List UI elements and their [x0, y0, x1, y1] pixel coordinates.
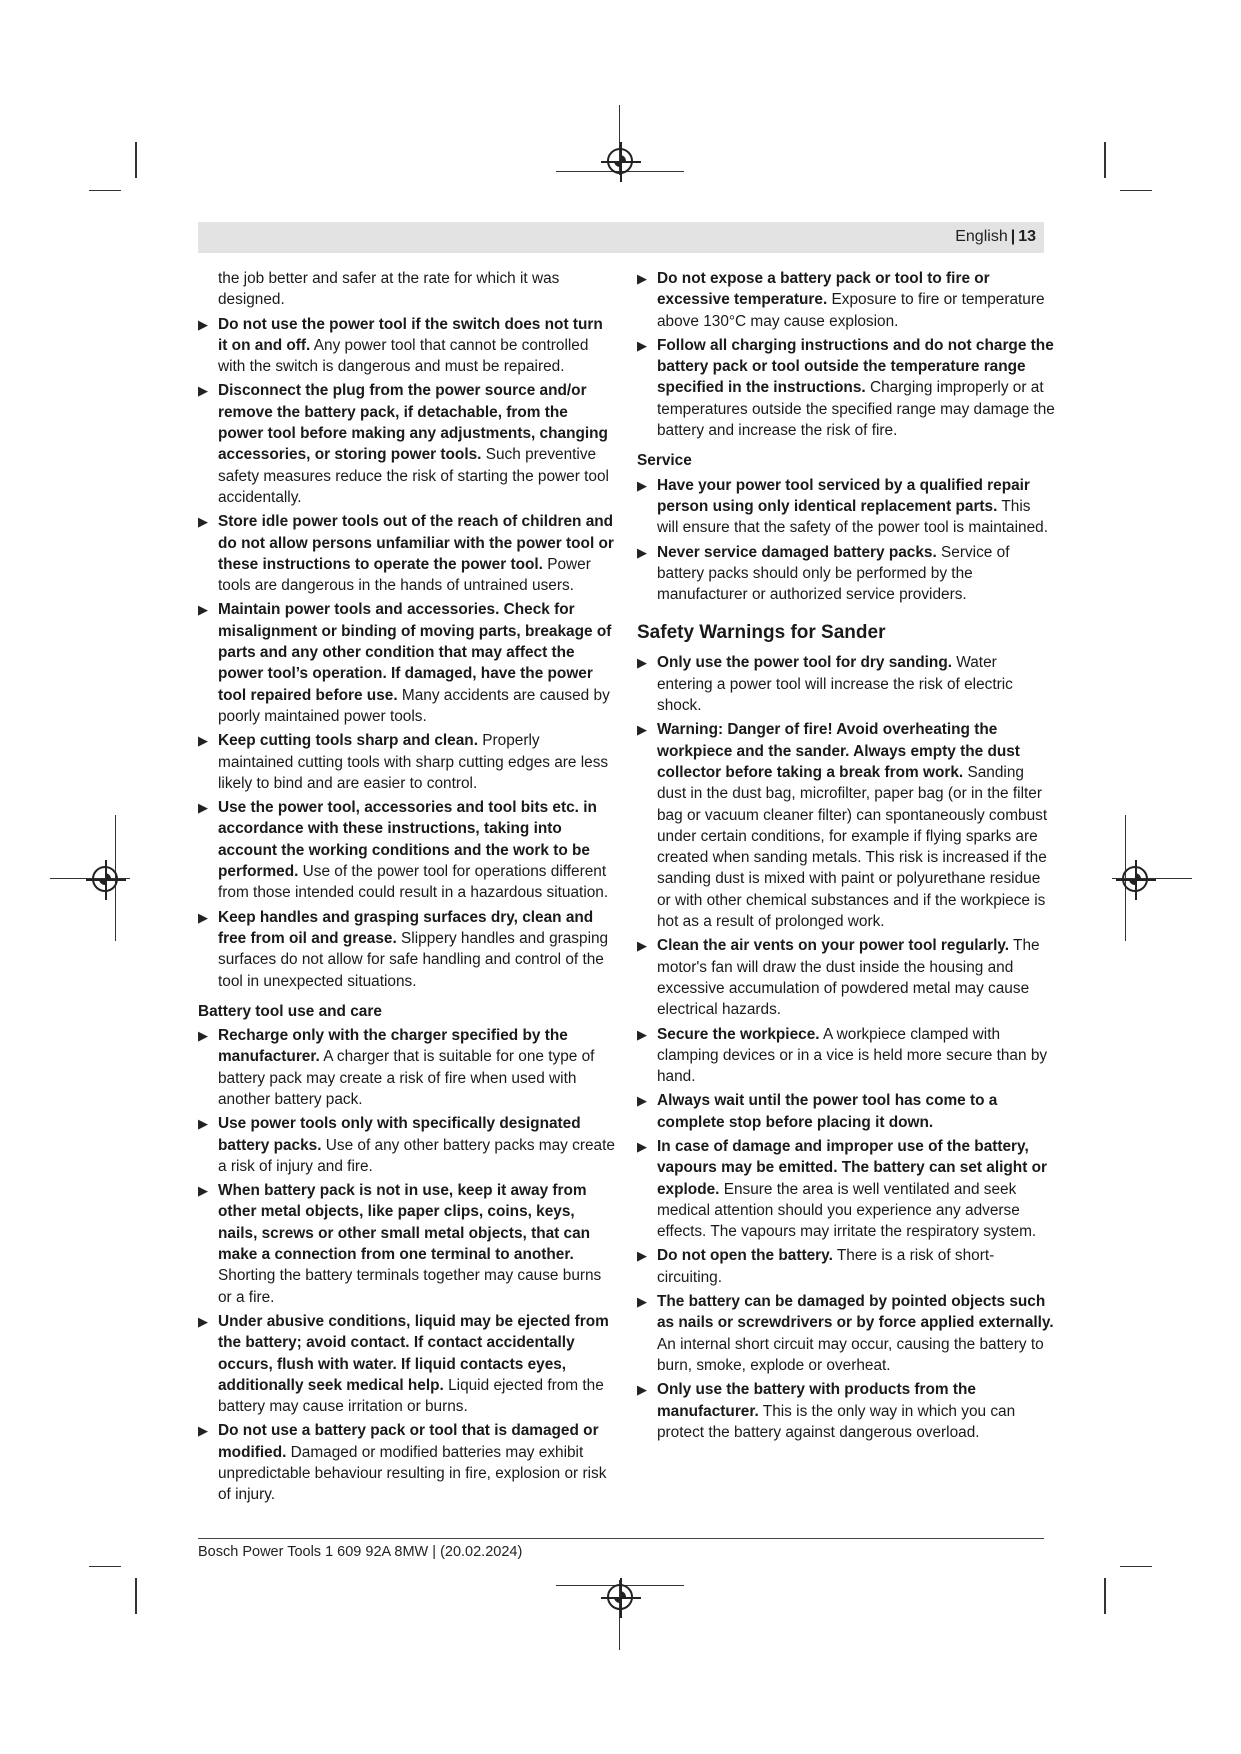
- warning-bold: Use the power tool, accessories and tool bits etc. in accordance with these instructions, taking into account the working conditions and the work to be performed.: [218, 799, 597, 881]
- warning-bold: Recharge only with the charger specified by the manufacturer.: [218, 1027, 568, 1066]
- section-title-sander: Safety Warnings for Sander: [637, 622, 886, 644]
- warning-bold: In case of damage and improper use of the battery, vapours may be emitted. The battery can set alight or explode.: [657, 1137, 1048, 1198]
- subheading-battery-tool: Battery tool use and care: [198, 1002, 382, 1020]
- crop-mark: [1104, 142, 1106, 178]
- warning-bold: Warning: Danger of fire! Avoid overheating the workpiece and the sander. Always empty the dust collector before taking a break from work.: [657, 721, 1020, 781]
- warning-text: Service of battery packs should only be performed by the manufacturer or authorized service providers.: [657, 543, 1010, 604]
- triangle-bullet-icon: ▶: [198, 602, 208, 618]
- warning-item: [198, 1420, 616, 1505]
- crop-mark: [89, 190, 121, 191]
- registration-mark-bottom: [607, 1584, 633, 1610]
- warning-bold: Maintain power tools and accessories. Check for misalignment or binding of moving parts, breakage of parts and any other condition that may affect the power tool’s operation. If damaged, have the power tool repaired before use.: [218, 601, 612, 704]
- warning-item: [198, 1180, 616, 1308]
- warning-bold: Do not use the power tool if the switch does not turn it on and off.: [218, 315, 603, 354]
- page-number: 13: [1018, 228, 1036, 245]
- warning-bold: Disconnect the plug from the power source and/or remove the battery pack, if detachable, from the power tool before making any adjustments, changing accessories, or storing power tools.: [218, 382, 608, 464]
- warning-text: Liquid ejected from the battery may cause irritation or burns.: [218, 1376, 604, 1416]
- warning-item: [637, 1379, 1055, 1443]
- warning-text: Charging improperly or at temperatures outside the specified range may damage the battery and increase the risk of fire.: [657, 379, 1055, 440]
- left-column: [198, 268, 616, 1509]
- right-column: [637, 268, 1055, 1446]
- triangle-bullet-icon: ▶: [198, 1116, 208, 1132]
- crop-mark: [1120, 1566, 1152, 1567]
- right-list-service: [637, 475, 1055, 606]
- warning-bold: Do not expose a battery pack or tool to fire or excessive temperature.: [657, 270, 990, 309]
- warning-text: Many accidents are caused by poorly maintained power tools.: [218, 686, 610, 725]
- warning-item: [198, 907, 616, 992]
- triangle-bullet-icon: ▶: [637, 477, 647, 493]
- header-label: [955, 228, 1036, 246]
- triangle-bullet-icon: ▶: [198, 1183, 208, 1199]
- warning-bold: Have your power tool serviced by a qualified repair person using only identical replacement parts.: [657, 476, 1030, 515]
- warning-bold: Only use the battery with products from the manufacturer.: [657, 1381, 976, 1420]
- warning-text: There is a risk of short-circuiting.: [657, 1247, 995, 1286]
- warning-item: [637, 268, 1055, 332]
- warning-text: The motor's fan will draw the dust inside the housing and excessive accumulation of powdered metal may cause electrical hazards.: [657, 937, 1040, 1019]
- warning-bold: Keep cutting tools sharp and clean.: [218, 732, 478, 750]
- warning-bold: Store idle power tools out of the reach of children and do not allow persons unfamiliar with the power tool or these instructions to operate the power tool.: [218, 513, 614, 573]
- triangle-bullet-icon: ▶: [198, 1028, 208, 1044]
- warning-item: [637, 475, 1055, 539]
- crop-mark: [89, 1566, 121, 1567]
- continued-text: the job better and safer at the rate for which it was designed.: [218, 270, 560, 309]
- warning-text: An internal short circuit may occur, causing the battery to burn, smoke, explode or overheat.: [657, 1335, 1044, 1374]
- crop-mark: [1104, 1578, 1106, 1614]
- registration-mark-left: [92, 866, 118, 892]
- crop-mark: [1120, 190, 1152, 191]
- registration-mark-top: [607, 148, 633, 174]
- crop-mark: [135, 142, 137, 178]
- warning-bold: Under abusive conditions, liquid may be ejected from the battery; avoid contact. If contact accidentally occurs, flush with water. If liquid contacts eyes, additionally seek medical help.: [218, 1312, 609, 1394]
- subheading-service: Service: [637, 452, 692, 470]
- warning-item: [198, 1113, 616, 1177]
- warning-text: Properly maintained cutting tools with sharp cutting edges are less likely to bind and are easier to control.: [218, 732, 609, 792]
- warning-text: Exposure to fire or temperature above 130°C may cause explosion.: [657, 291, 1045, 330]
- triangle-bullet-icon: ▶: [198, 1313, 208, 1329]
- triangle-bullet-icon: ▶: [637, 1093, 647, 1109]
- warning-item: [637, 1291, 1055, 1376]
- footer-text: Bosch Power Tools 1 609 92A 8MW | (20.02.2024): [198, 1544, 523, 1560]
- warning-item: [637, 335, 1055, 441]
- warning-item: [198, 599, 616, 727]
- triangle-bullet-icon: ▶: [198, 383, 208, 399]
- warning-item: [637, 542, 1055, 606]
- warning-text: A charger that is suitable for one type of battery pack may create a risk of fire when used with another battery pack.: [218, 1048, 595, 1108]
- warning-bold: Secure the workpiece.: [657, 1025, 820, 1043]
- warning-item: [198, 1025, 616, 1110]
- warning-item: [637, 652, 1055, 716]
- warning-text: Shorting the battery terminals together may cause burns or a fire.: [218, 1267, 602, 1306]
- left-list-general: [198, 314, 616, 992]
- triangle-bullet-icon: ▶: [637, 938, 647, 954]
- triangle-bullet-icon: ▶: [637, 271, 647, 286]
- warning-item: [198, 314, 616, 378]
- triangle-bullet-icon: ▶: [637, 655, 647, 671]
- warning-text: Ensure the area is well ventilated and seek medical attention should you experience any adverse effects. The vapours may irritate the respiratory system.: [657, 1180, 1037, 1241]
- page-header: [198, 222, 1044, 253]
- right-list-sander: [637, 652, 1055, 1443]
- left-list-battery: [198, 1025, 616, 1506]
- header-separator: |: [1010, 228, 1016, 245]
- triangle-bullet-icon: ▶: [198, 514, 208, 530]
- warning-text: Sanding dust in the dust bag, microfilter, paper bag (or in the filter bag or vacuum cleaner filter) can spontaneously combust under certain conditions, for example if flying sparks are created when sanding metals. This risk is increased if the sanding dust is mixed with paint or polyurethane residue or with other chemical substances and if the workpiece is hot as a result of prolonged work.: [657, 763, 1048, 931]
- crop-mark: [135, 1578, 137, 1614]
- warning-text: Use of the power tool for operations different from those intended could result in a hazardous situation.: [218, 863, 609, 902]
- header-language: English: [955, 228, 1008, 245]
- warning-bold: Never service damaged battery packs.: [657, 543, 937, 561]
- warning-text: A workpiece clamped with clamping devices or in a vice is held more secure than by hand.: [657, 1025, 1048, 1086]
- warning-text: Use of any other battery packs may create a risk of injury and fire.: [218, 1136, 615, 1175]
- triangle-bullet-icon: ▶: [637, 544, 647, 560]
- warning-text: Any power tool that cannot be controlled with the switch is dangerous and must be repaired.: [218, 336, 589, 376]
- warning-text: This will ensure that the safety of the power tool is maintained.: [657, 497, 1048, 537]
- warning-bold: The battery can be damaged by pointed objects such as nails or screwdrivers or by force applied externally.: [657, 1293, 1054, 1332]
- warning-item: [198, 730, 616, 794]
- warning-text: Water entering a power tool will increase the risk of electric shock.: [657, 654, 1013, 715]
- triangle-bullet-icon: ▶: [198, 316, 208, 332]
- warning-text: This is the only way in which you can protect the battery against dangerous overload.: [657, 1402, 1016, 1441]
- triangle-bullet-icon: ▶: [637, 1026, 647, 1042]
- warning-bold: Do not open the battery.: [657, 1247, 833, 1265]
- right-list-battery: [637, 268, 1055, 441]
- triangle-bullet-icon: ▶: [637, 1294, 647, 1310]
- registration-mark-right: [1122, 866, 1148, 892]
- warning-text: Such preventive safety measures reduce the risk of starting the power tool accidentally.: [218, 446, 609, 506]
- warning-text: Slippery handles and grasping surfaces do not allow for safe handling and control of the tool in unexpected situations.: [218, 929, 609, 990]
- warning-item: [198, 797, 616, 903]
- triangle-bullet-icon: ▶: [198, 800, 208, 816]
- triangle-bullet-icon: ▶: [637, 722, 647, 738]
- warning-item: [198, 1311, 616, 1417]
- warning-bold: Always wait until the power tool has come to a complete stop before placing it down.: [657, 1092, 998, 1131]
- warning-text: Power tools are dangerous in the hands of untrained users.: [218, 555, 591, 595]
- warning-text: Damaged or modified batteries may exhibit unpredictable behaviour resulting in fire, explosion or risk of injury.: [218, 1443, 607, 1504]
- triangle-bullet-icon: ▶: [637, 1138, 647, 1154]
- warning-bold: Only use the power tool for dry sanding.: [657, 654, 953, 672]
- warning-bold: Clean the air vents on your power tool regularly.: [657, 937, 1010, 955]
- triangle-bullet-icon: ▶: [198, 909, 208, 925]
- triangle-bullet-icon: ▶: [637, 337, 647, 353]
- warning-item: [198, 511, 616, 596]
- warning-item: [637, 1245, 1055, 1288]
- triangle-bullet-icon: ▶: [637, 1248, 647, 1264]
- warning-item: [637, 1090, 1055, 1133]
- warning-item: [637, 935, 1055, 1020]
- warning-item: [637, 1136, 1055, 1242]
- warning-bold: Do not use a battery pack or tool that is damaged or modified.: [218, 1422, 599, 1461]
- footer-rule: [198, 1538, 1044, 1539]
- warning-item: [198, 380, 616, 508]
- warning-bold: When battery pack is not in use, keep it away from other metal objects, like paper clips, coins, keys, nails, screws or other small metal objects, that can make a connection from one terminal to another.: [218, 1182, 591, 1264]
- warning-bold: Use power tools only with specifically designated battery packs.: [218, 1115, 581, 1154]
- triangle-bullet-icon: ▶: [637, 1382, 647, 1398]
- warning-bold: Follow all charging instructions and do not charge the battery pack or tool outside the temperature range specified in the instructions.: [657, 336, 1054, 397]
- triangle-bullet-icon: ▶: [198, 1423, 208, 1439]
- warning-item: [637, 1024, 1055, 1088]
- warning-bold: Keep handles and grasping surfaces dry, clean and free from oil and grease.: [218, 908, 594, 947]
- warning-item: [637, 719, 1055, 932]
- triangle-bullet-icon: ▶: [198, 733, 208, 749]
